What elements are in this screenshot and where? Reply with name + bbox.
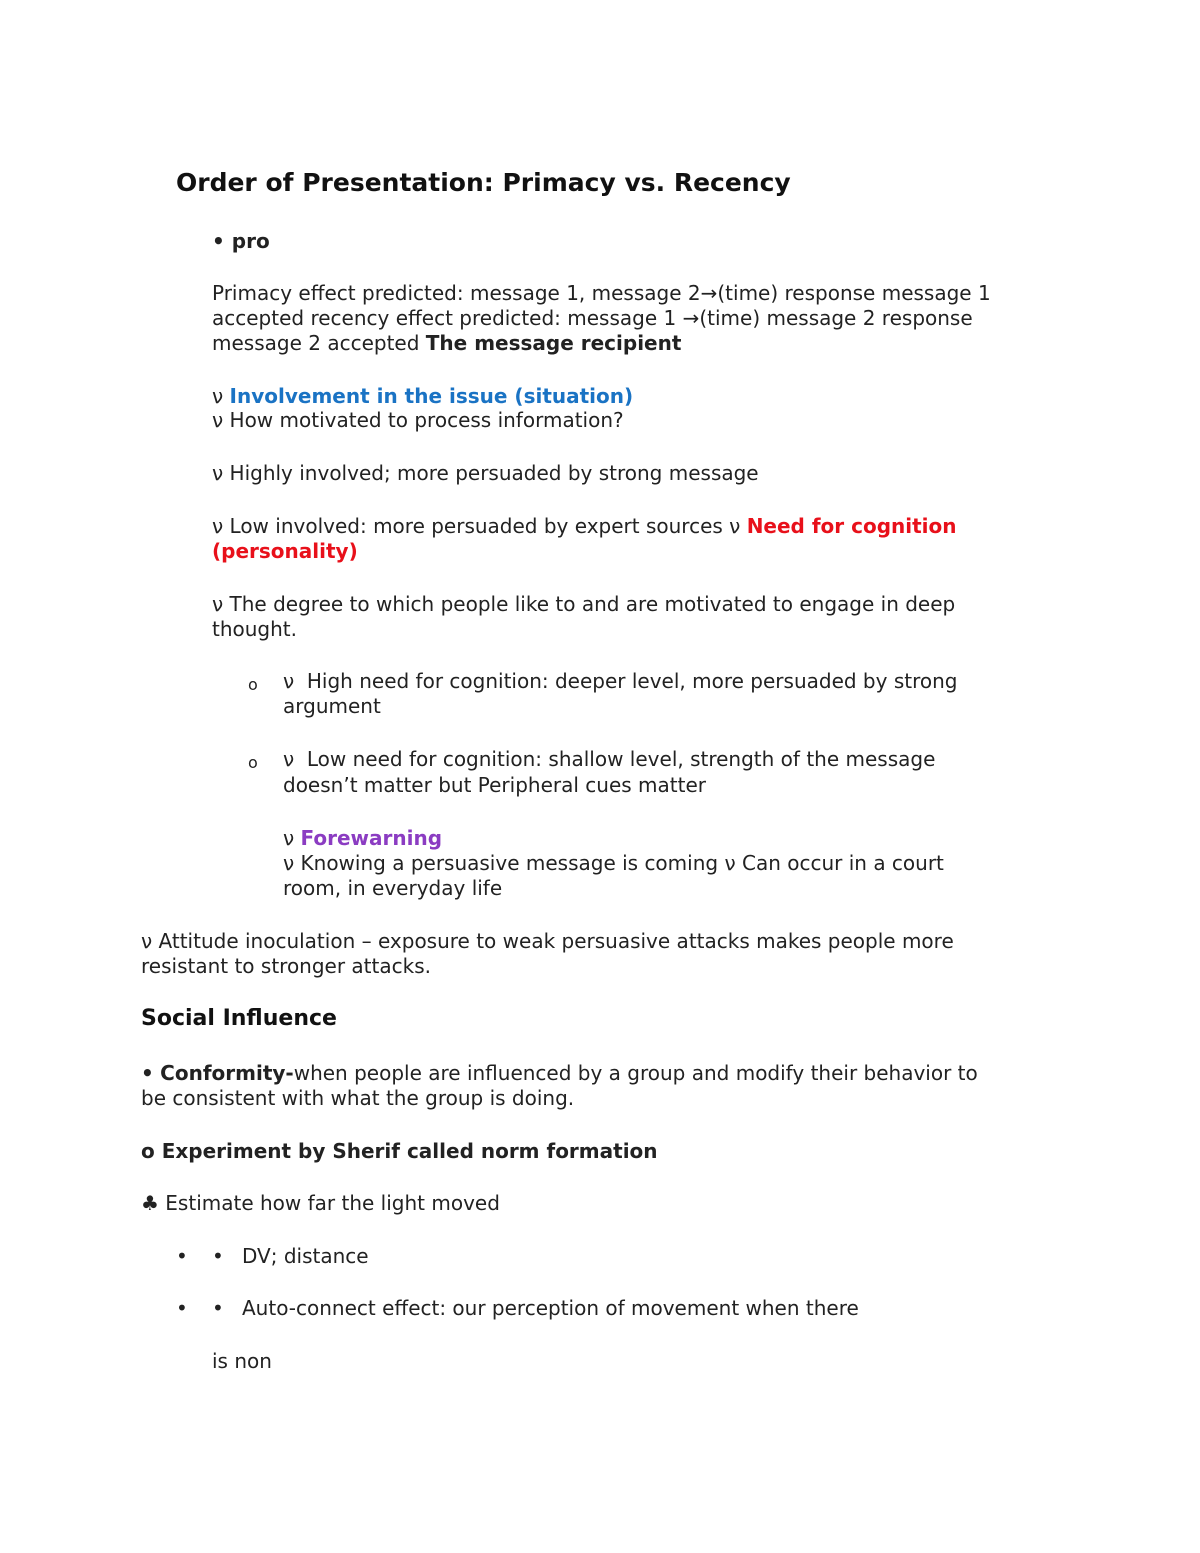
nfc-heading: Need for cognition	[746, 514, 957, 538]
highly-involved-text: Highly involved; more persuaded by strong message	[229, 461, 759, 485]
forewarning-line-2: room, in everyday life	[283, 876, 503, 900]
v-bullet-icon: ν	[283, 669, 295, 693]
primacy-line-2: accepted recency effect predicted: message 1 →(time) message 2 response	[212, 306, 973, 330]
primacy-line-3-text: message 2 accepted	[212, 331, 426, 355]
message-recipient-heading: The message recipient	[425, 331, 682, 355]
motivated-text: How motivated to process information?	[229, 408, 624, 432]
bullet-icon: •	[212, 229, 225, 253]
bullet-icon: •	[176, 1244, 188, 1268]
pro-label: pro	[231, 229, 270, 253]
involvement-heading-line	[212, 384, 633, 409]
v-bullet-icon: ν	[283, 851, 295, 875]
v-bullet-icon: ν	[212, 384, 224, 408]
forewarning-heading: Forewarning	[300, 826, 443, 850]
high-nfc-text: High need for cognition: deeper level, more persuaded by strong	[306, 669, 958, 693]
forewarning-text-b: Can occur in a court	[741, 851, 944, 875]
low-involved-text: Low involved: more persuaded by expert sources	[229, 514, 723, 538]
forewarning-heading-line	[283, 826, 442, 851]
estimate-text: Estimate how far the light moved	[165, 1191, 500, 1215]
social-influence-heading: Social Influence	[141, 1006, 337, 1031]
bullet-icon: •	[212, 1244, 224, 1268]
v-bullet-icon: ν	[283, 747, 295, 771]
conformity-text: when people are influenced by a group and modify their behavior to	[293, 1061, 978, 1085]
conformity-line-1	[141, 1061, 978, 1086]
v-bullet-icon: ν	[724, 851, 736, 875]
bullet-icon: •	[212, 1296, 224, 1320]
v-bullet-icon: ν	[212, 592, 224, 616]
bullet-icon: •	[141, 1061, 154, 1085]
v-bullet-icon: ν	[212, 408, 224, 432]
page-title: Order of Presentation: Primacy vs. Recency	[176, 168, 791, 197]
motivated-line	[212, 408, 624, 433]
v-bullet-icon: ν	[141, 929, 153, 953]
degree-line-2: thought.	[212, 617, 297, 641]
low-involved-line	[212, 514, 957, 539]
degree-text-1: The degree to which people like to and are motivated to engage in deep	[229, 592, 956, 616]
auto-text-1: Auto-connect effect: our perception of movement when there	[242, 1296, 859, 1320]
experiment-heading: o Experiment by Sherif called norm formation	[141, 1139, 658, 1163]
nfc-heading-cont: (personality)	[212, 539, 358, 563]
low-nfc-line-1	[283, 747, 935, 772]
primacy-line-3	[212, 331, 681, 356]
forewarning-text-a: Knowing a persuasive message is coming	[300, 851, 719, 875]
highly-involved-line	[212, 461, 759, 486]
auto-text-2: is non	[212, 1349, 272, 1373]
circle-bullet-icon: o	[248, 753, 258, 772]
inoculation-line-2: resistant to stronger attacks.	[141, 954, 431, 978]
bullet-icon: •	[176, 1296, 188, 1320]
dv-line	[212, 1244, 224, 1269]
dv-item	[176, 1244, 188, 1269]
low-nfc-line-2: doesn’t matter but Peripheral cues matter	[283, 773, 706, 797]
conformity-line-2: be consistent with what the group is doing.	[141, 1086, 575, 1110]
v-bullet-icon: ν	[729, 514, 741, 538]
circle-bullet-icon: o	[248, 675, 258, 694]
estimate-line	[141, 1191, 500, 1216]
low-nfc-text: Low need for cognition: shallow level, strength of the message	[306, 747, 936, 771]
high-nfc-line-2: argument	[283, 694, 381, 718]
primacy-line-1: Primacy effect predicted: message 1, message 2→(time) response message 1	[212, 281, 991, 305]
involvement-heading: Involvement in the issue (situation)	[229, 384, 634, 408]
high-nfc-line-1	[283, 669, 957, 694]
v-bullet-icon: ν	[212, 514, 224, 538]
club-icon: ♣	[141, 1191, 159, 1215]
pro-item	[212, 229, 270, 254]
inoculation-text: Attitude inoculation – exposure to weak persuasive attacks makes people more	[158, 929, 954, 953]
degree-line-1	[212, 592, 955, 617]
auto-item	[176, 1296, 188, 1321]
v-bullet-icon: ν	[212, 461, 224, 485]
dv-text: DV; distance	[242, 1244, 369, 1268]
conformity-term: Conformity-	[160, 1061, 294, 1085]
auto-line	[212, 1296, 224, 1321]
v-bullet-icon: ν	[283, 826, 295, 850]
forewarning-line-1	[283, 851, 944, 876]
inoculation-line-1	[141, 929, 954, 954]
